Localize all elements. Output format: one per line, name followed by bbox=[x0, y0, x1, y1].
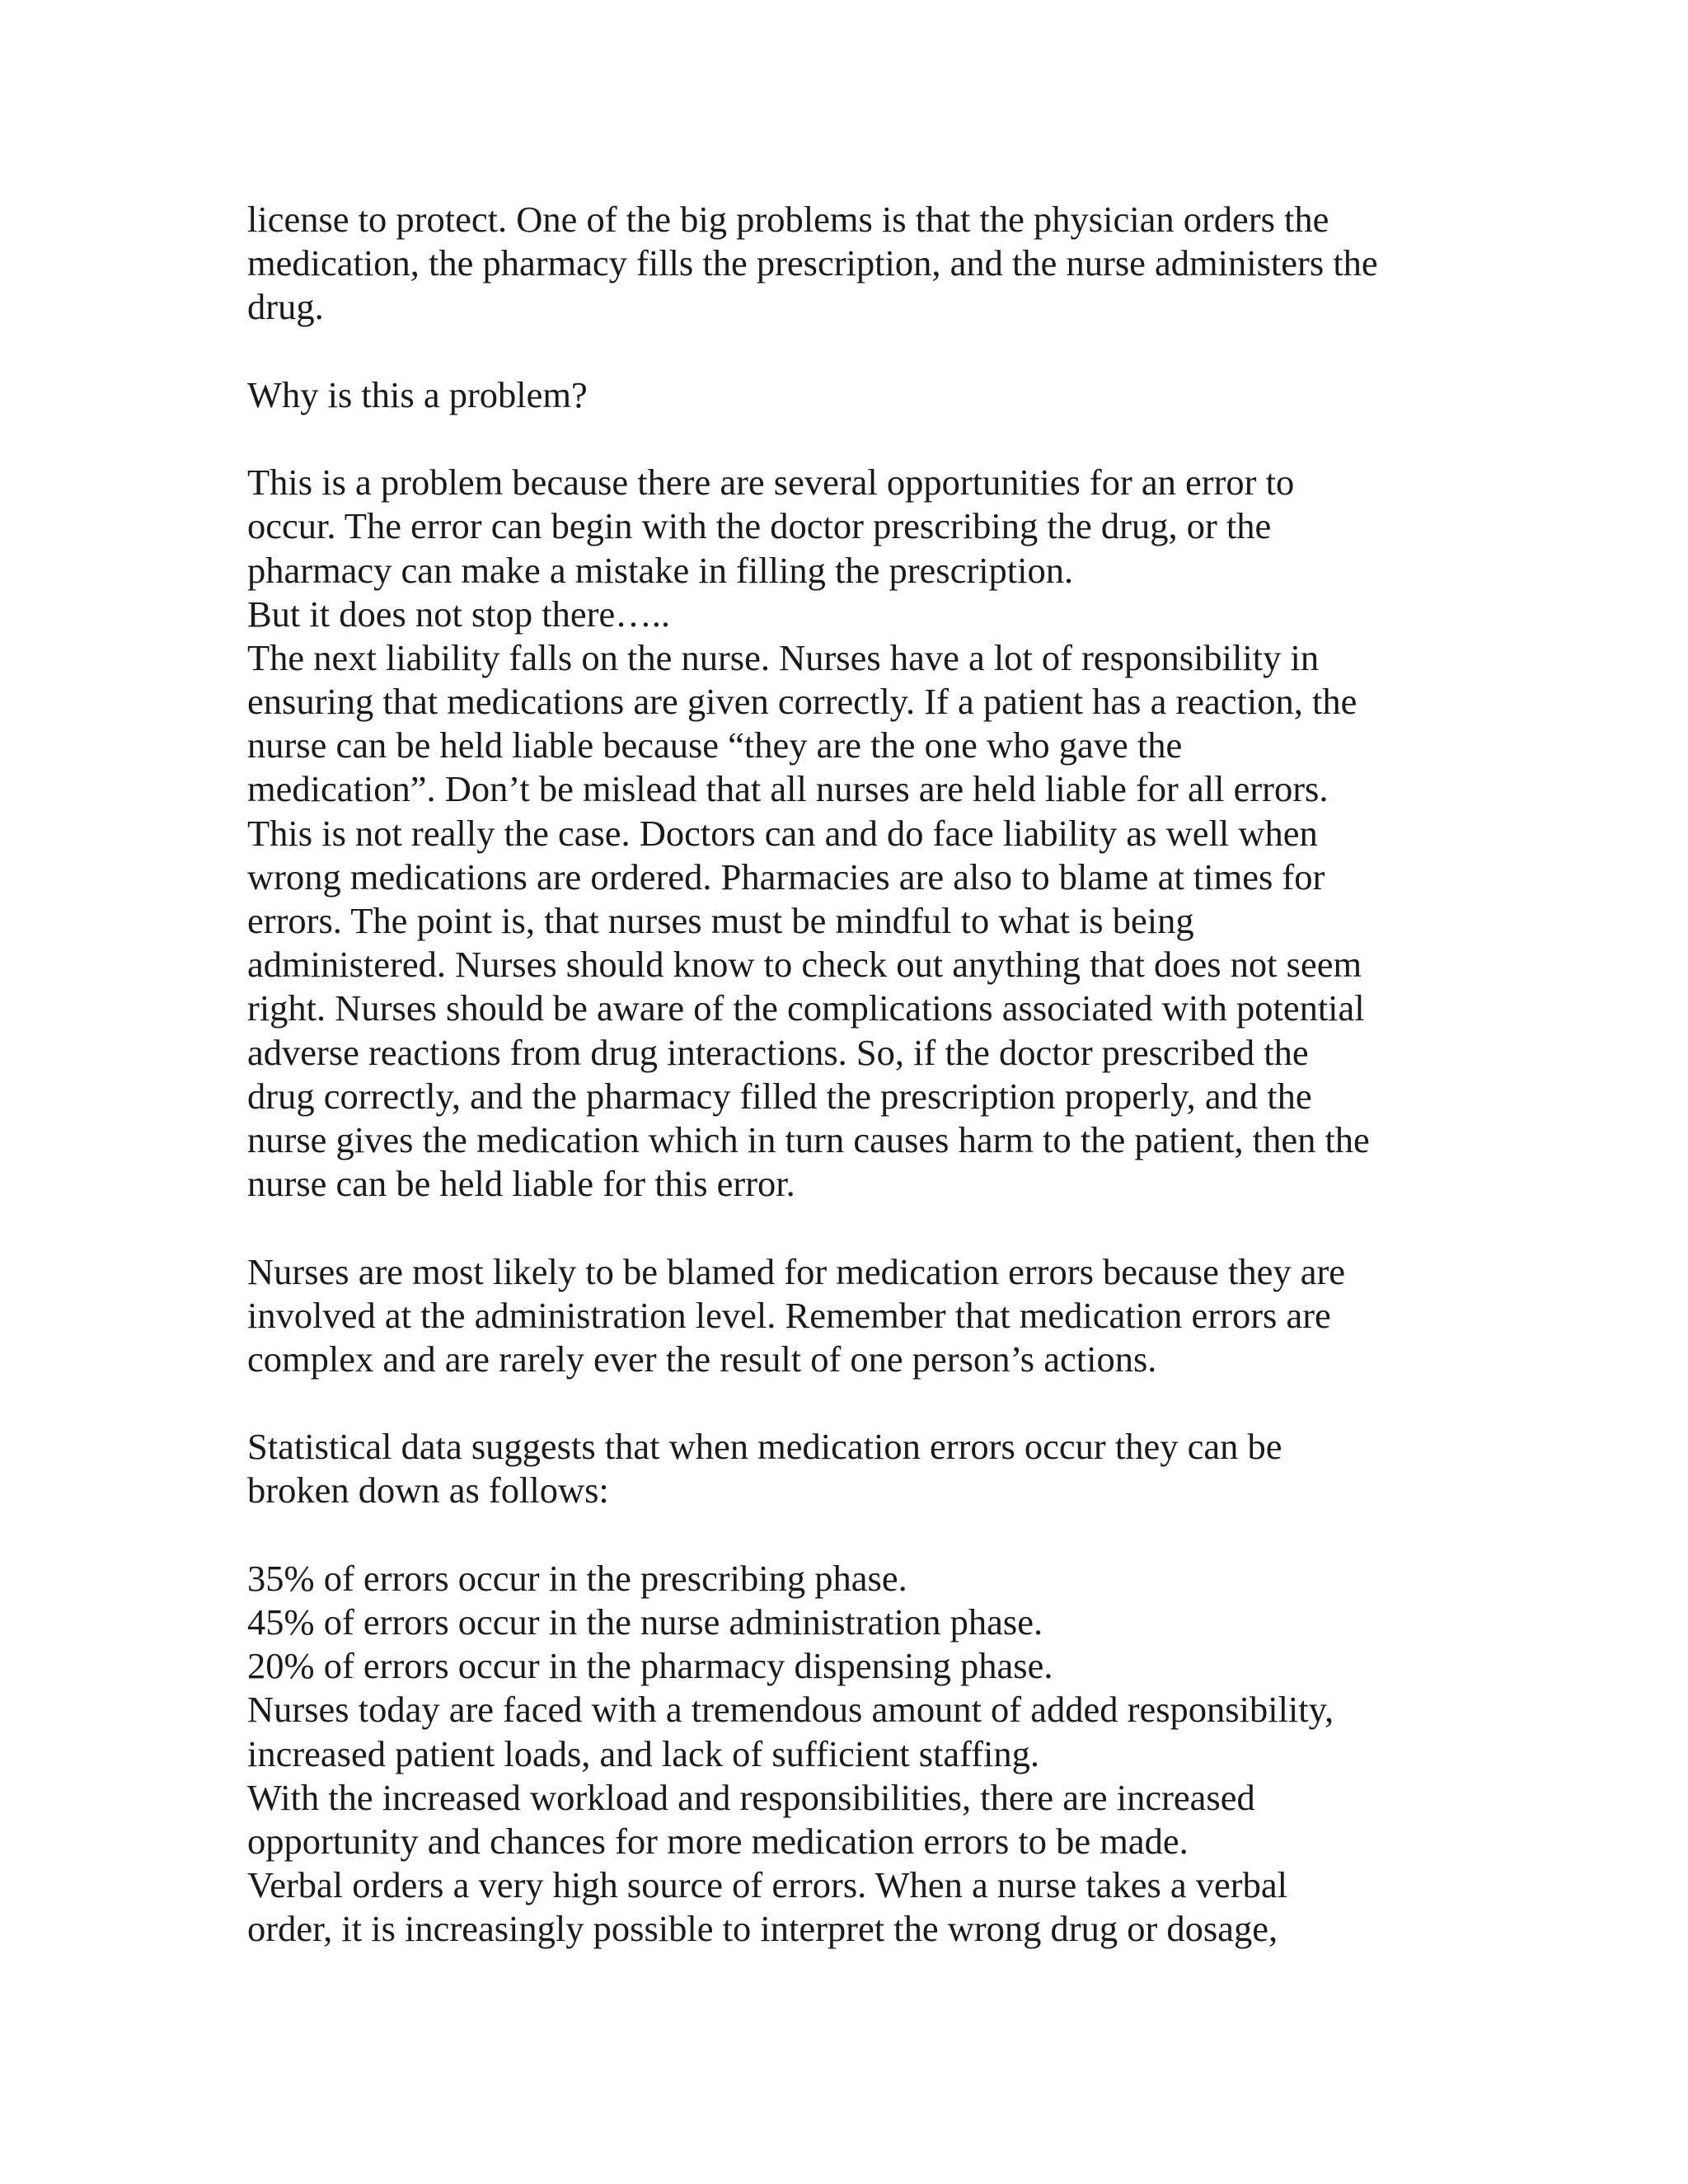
text-line: Statistical data suggests that when medication errors occur they can be bbox=[247, 1426, 1282, 1468]
text-line: Nurses today are faced with a tremendous amount of added responsibility, bbox=[247, 1689, 1334, 1731]
text-line: medication, the pharmacy fills the prescription, and the nurse administers the bbox=[247, 242, 1378, 284]
text-line: opportunity and chances for more medication errors to be made. bbox=[247, 1820, 1189, 1862]
paragraph bbox=[247, 461, 1451, 1206]
text-line: This is a problem because there are several opportunities for an error to bbox=[247, 462, 1295, 504]
paragraph bbox=[247, 373, 1451, 417]
text-line: The next liability falls on the nurse. Nurses have a lot of responsibility in bbox=[247, 636, 1320, 678]
paragraph-gap bbox=[247, 1513, 1451, 1557]
document-body bbox=[247, 198, 1451, 1952]
text-line: occur. The error can begin with the doctor prescribing the drug, or the bbox=[247, 505, 1272, 547]
text-line: ensuring that medications are given correctly. If a patient has a reaction, the bbox=[247, 681, 1357, 723]
paragraph-gap bbox=[247, 417, 1451, 461]
text-line: drug. bbox=[247, 286, 324, 328]
text-line: wrong medications are ordered. Pharmacies are also to blame at times for bbox=[247, 855, 1325, 898]
text-line: nurse can be held liable because “they are the one who gave the bbox=[247, 724, 1183, 766]
text-line: order, it is increasingly possible to interpret the wrong drug or dosage, bbox=[247, 1908, 1278, 1950]
text-line: But it does not stop there….. bbox=[247, 593, 670, 635]
text-line: complex and are rarely ever the result of one person’s actions. bbox=[247, 1338, 1157, 1380]
text-line: adverse reactions from drug interactions. So, if the doctor prescribed the bbox=[247, 1031, 1309, 1073]
paragraph-gap bbox=[247, 1206, 1451, 1249]
text-line: drug correctly, and the pharmacy filled the prescription properly, and the bbox=[247, 1075, 1312, 1117]
text-line: 20% of errors occur in the pharmacy dispensing phase. bbox=[247, 1645, 1053, 1687]
paragraph bbox=[247, 198, 1451, 330]
text-line: 35% of errors occur in the prescribing phase. bbox=[247, 1557, 907, 1599]
paragraph bbox=[247, 1557, 1451, 1952]
text-line: nurse can be held liable for this error. bbox=[247, 1163, 795, 1205]
text-line: license to protect. One of the big problems is that the physician orders the bbox=[247, 199, 1329, 240]
text-line: This is not really the case. Doctors can and do face liability as well when bbox=[247, 812, 1318, 854]
text-line: broken down as follows: bbox=[247, 1469, 609, 1511]
text-line: Why is this a problem? bbox=[247, 373, 588, 415]
text-line: increased patient loads, and lack of sufficient staffing. bbox=[247, 1732, 1039, 1774]
text-line: administered. Nurses should know to check out anything that does not seem bbox=[247, 944, 1362, 986]
text-line: right. Nurses should be aware of the complications associated with potential bbox=[247, 987, 1365, 1029]
text-line: Verbal orders a very high source of errors. When a nurse takes a verbal bbox=[247, 1864, 1287, 1906]
text-line: With the increased workload and responsibilities, there are increased bbox=[247, 1776, 1255, 1818]
text-line: involved at the administration level. Remember that medication errors are bbox=[247, 1294, 1331, 1336]
text-line: pharmacy can make a mistake in filling the prescription. bbox=[247, 549, 1074, 591]
text-line: Nurses are most likely to be blamed for medication errors because they are bbox=[247, 1250, 1346, 1292]
text-line: medication”. Don’t be mislead that all nurses are held liable for all errors. bbox=[247, 768, 1329, 810]
paragraph bbox=[247, 1250, 1451, 1382]
paragraph-gap bbox=[247, 1381, 1451, 1425]
paragraph-gap bbox=[247, 330, 1451, 373]
paragraph bbox=[247, 1425, 1451, 1512]
text-line: nurse gives the medication which in turn causes harm to the patient, then the bbox=[247, 1118, 1370, 1160]
text-line: 45% of errors occur in the nurse administration phase. bbox=[247, 1601, 1043, 1643]
text-line: errors. The point is, that nurses must be mindful to what is being bbox=[247, 900, 1194, 941]
